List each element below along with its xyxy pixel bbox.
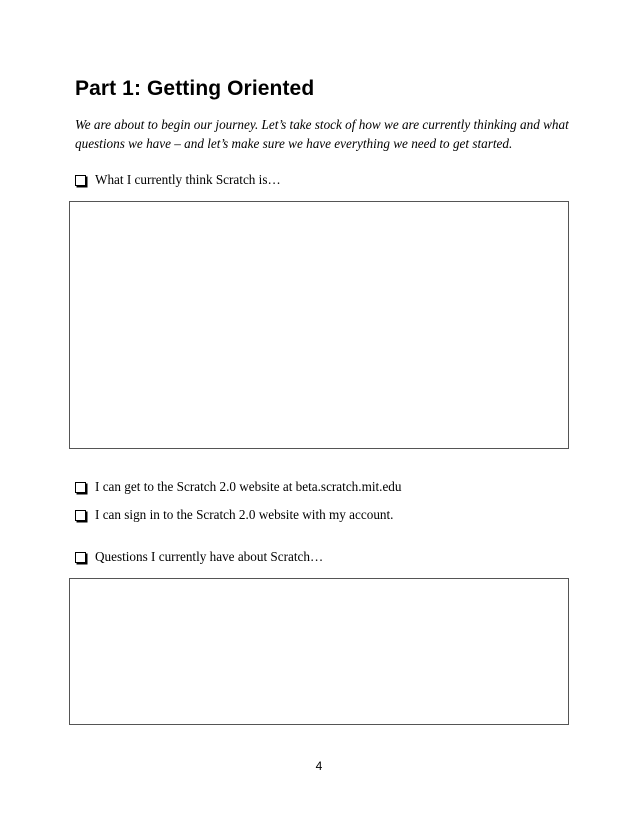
intro-paragraph: We are about to begin our journey. Let’s take stock of how we are currently thinking and what questions we have – and let’s make sure we have everything we need to get started. xyxy=(75,117,569,151)
checkbox-icon[interactable] xyxy=(75,510,86,521)
checklist-item-sign-in xyxy=(75,506,393,524)
questions-answer-box[interactable] xyxy=(69,578,569,725)
checklist-item-label: What I currently think Scratch is… xyxy=(95,172,281,187)
checklist-item-label: Questions I currently have about Scratch… xyxy=(95,549,324,564)
checkbox-icon[interactable] xyxy=(75,482,86,493)
page-number: 4 xyxy=(315,759,323,773)
checklist-item-label: I can get to the Scratch 2.0 website at beta.scratch.mit.edu xyxy=(95,479,402,494)
page-title: Part 1: Getting Oriented xyxy=(75,77,315,100)
checkbox-icon[interactable] xyxy=(75,552,86,563)
checkbox-icon[interactable] xyxy=(75,175,86,186)
checklist-item-scratch-is xyxy=(75,171,281,189)
checklist-item-website-access xyxy=(75,478,402,496)
checklist-item-questions xyxy=(75,548,323,566)
scratch-is-answer-box[interactable] xyxy=(69,201,569,449)
checklist-item-label: I can sign in to the Scratch 2.0 website with my account. xyxy=(95,507,394,522)
